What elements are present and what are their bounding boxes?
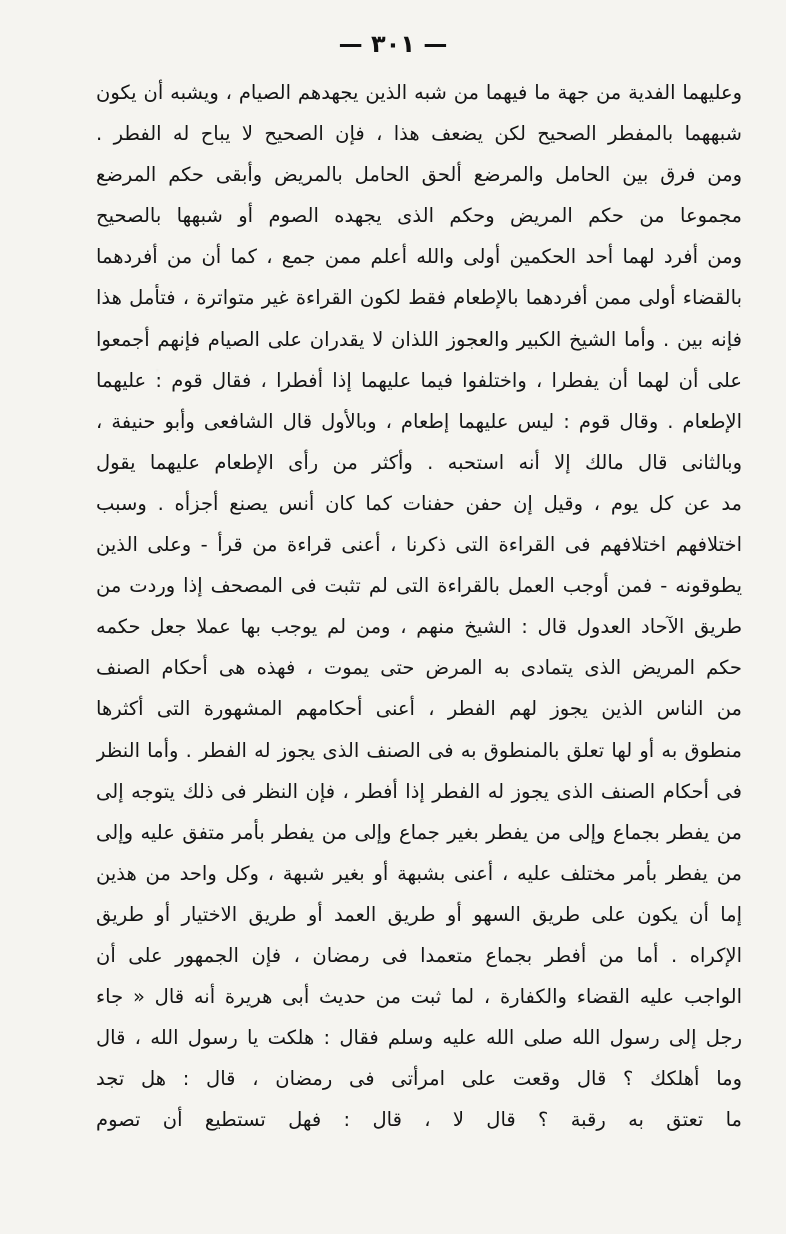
text-line: بالقضاء أولى ممن أفردهما بالإطعام فقط لكون القراءة غير متواترة ، فتأمل هذا — [96, 286, 742, 310]
text-line: وبالثانى قال مالك إلا أنه استحبه . وأكثر من رأى الإطعام عليهما يقول — [96, 450, 742, 474]
page-body-text — [96, 72, 742, 1140]
text-line: فإنه بين . وأما الشيخ الكبير والعجوز اللذان لا يقدران على الصيام فإنهم أجمعوا — [96, 327, 742, 351]
text-line: إما أن يكون على طريق السهو أو طريق العمد أو طريق الاختيار أو طريق — [96, 902, 742, 926]
text-line: يطوقونه - فمن أوجب العمل بالقراءة التى لم تثبت فى المصحف إذا وردت من — [96, 574, 742, 598]
page-number: — ٣٠١ — — [338, 30, 448, 58]
text-line: حكم المريض الذى يتمادى به المرض حتى يموت ، فهذه هى أحكام الصنف — [96, 656, 742, 680]
text-line: الواجب عليه القضاء والكفارة ، لما ثبت من حديث أبى هريرة أنه قال « جاء — [96, 985, 742, 1009]
text-line: من يفطر بجماع وإلى من يفطر بغير جماع وإلى من يفطر بأمر متفق عليه وإلى — [96, 820, 742, 844]
text-line: ومن فرق بين الحامل والمرضع ألحق الحامل بالمريض وأبقى حكم المرضع — [96, 163, 742, 187]
text-line: منطوق به أو لها تعلق بالمنطوق به فى الصنف الذى يجوز له الفطر . وأما النظر — [96, 738, 742, 762]
text-line: ومن أفرد لهما أحد الحكمين أولى والله أعلم ممن جمع ، كما أن من أفردهما — [96, 245, 742, 269]
text-line: من الناس الذين يجوز لهم الفطر ، أعنى أحكامهم المشهورة التى أكثرها — [96, 697, 742, 721]
text-line: ما تعتق به رقبة ؟ قال لا ، قال : فهل تستطيع أن تصوم — [96, 1108, 742, 1132]
text-line: من يفطر بأمر مختلف عليه ، أعنى بشبهة أو بغير شبهة ، وكل واحد من هذين — [96, 861, 742, 885]
text-line: وعليهما الفدية من جهة ما فيهما من شبه الذين يجهدهم الصيام ، ويشبه أن يكون — [96, 81, 742, 104]
text-line: على أن لهما أن يفطرا ، واختلفوا فيما عليهما إذا أفطرا ، فقال قوم : عليهما — [96, 368, 742, 392]
text-line: وما أهلكك ؟ قال وقعت على امرأتى فى رمضان ، قال : هل تجد — [96, 1067, 742, 1091]
text-line: مد عن كل يوم ، وقيل إن حفن حفنات كما كان أنس يصنع أجزأه . وسبب — [96, 491, 742, 515]
text-line: الإطعام . وقال قوم : ليس عليهما إطعام ، وبالأول قال الشافعى وأبو حنيفة ، — [96, 409, 742, 433]
text-line: مجموعا من حكم المريض وحكم الذى يجهده الصوم أو شبهها بالصحيح — [96, 204, 742, 228]
text-line: اختلافهم اختلافهم فى القراءة التى ذكرنا ، أعنى قراءة من قرأ - وعلى الذين — [96, 533, 742, 557]
text-line: رجل إلى رسول الله صلى الله عليه وسلم فقال : هلكت يا رسول الله ، قال — [96, 1026, 742, 1050]
text-line: طريق الآحاد العدول قال : الشيخ منهم ، ومن لم يوجب بها عملا جعل حكمه — [96, 615, 742, 639]
text-line: شبههما بالمفطر الصحيح لكن يضعف هذا ، فإن الصحيح لا يباح له الفطر . — [96, 122, 742, 146]
text-line: فى أحكام الصنف الذى يجوز له الفطر إذا أفطر ، فإن النظر فى ذلك يتوجه إلى — [96, 779, 742, 803]
text-line: الإكراه . أما من أفطر بجماع متعمدا فى رمضان ، فإن الجمهور على أن — [96, 943, 742, 967]
